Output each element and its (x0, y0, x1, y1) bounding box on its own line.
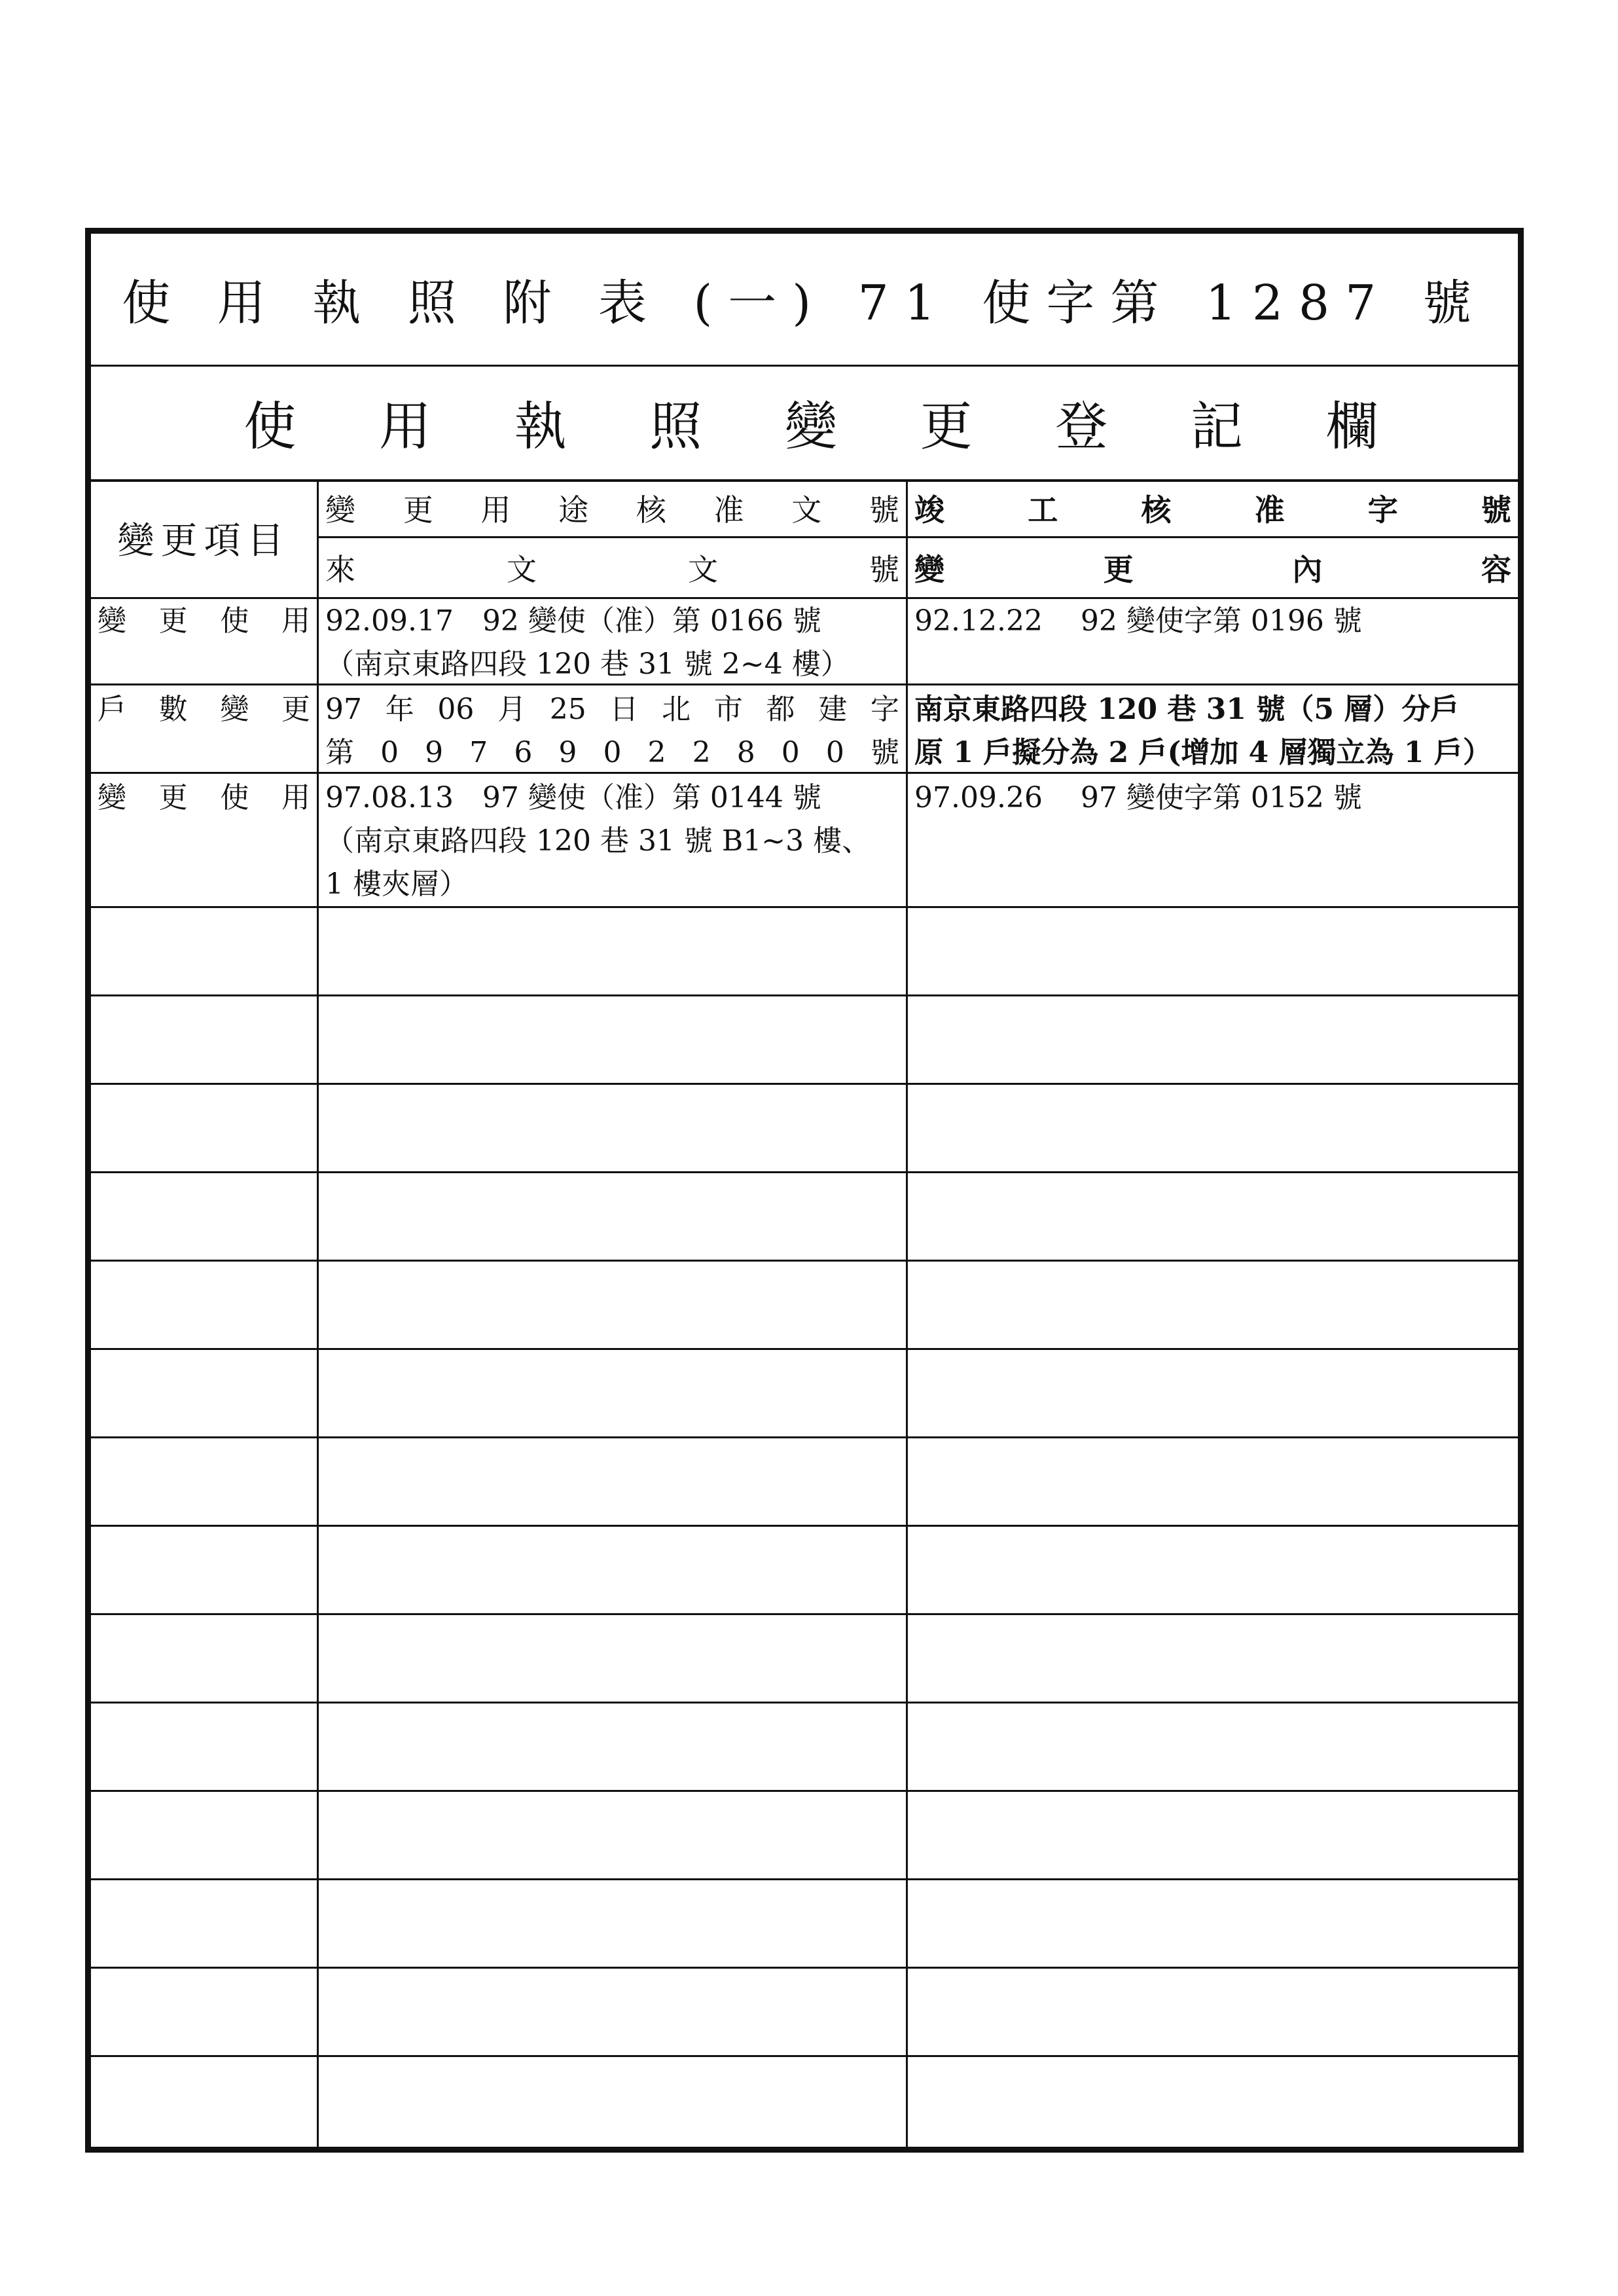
table-row-empty (91, 2057, 1518, 2149)
header-char: 變 (914, 552, 944, 587)
header-col2 (317, 479, 906, 597)
row-item (91, 774, 317, 906)
approval-line: 第 0 9 7 6 9 0 2 2 8 0 0 號 (325, 736, 899, 769)
item-char: 使 (220, 781, 249, 814)
header-char: 號 (869, 492, 899, 528)
approval-line: 97.08.13 97 變使（准）第 0144 號 (325, 781, 821, 814)
subtitle-char: 變 (784, 396, 837, 457)
header-incoming-doc-no (319, 538, 906, 597)
item-char: 變 (220, 693, 249, 726)
header-char: 文 (791, 492, 822, 528)
item-char: 變 (98, 604, 126, 638)
subtitle-char: 使 (243, 396, 297, 457)
change-line: 原 1 戶擬分為 2 戶(增加 4 層獨立為 1 戶） (914, 736, 1492, 769)
table-row-empty (91, 996, 1518, 1085)
subtitle-char: 更 (920, 396, 973, 457)
table-row-empty (91, 1085, 1518, 1173)
header-char: 工 (1028, 492, 1058, 528)
item-char: 數 (158, 693, 188, 726)
completion-line: 97.09.26 97 變使字第 0152 號 (914, 781, 1362, 814)
header-char: 用 (480, 492, 511, 528)
header-char: 准 (713, 492, 744, 528)
row-approval (317, 597, 906, 683)
header-char: 變 (325, 492, 355, 528)
table-row-empty (91, 1792, 1518, 1880)
item-char: 變 (98, 781, 126, 814)
title-row (91, 234, 1518, 367)
row-approval (317, 774, 906, 906)
header-char: 竣 (914, 492, 944, 528)
row-item (91, 685, 317, 772)
approval-line: 1 樓夾層） (325, 867, 468, 901)
header-char: 字 (1367, 492, 1398, 528)
table-row (91, 597, 1518, 685)
row-completion (906, 774, 1518, 906)
item-char: 使 (220, 604, 249, 638)
table-row-empty (91, 1704, 1518, 1792)
header-completion-no (908, 479, 1518, 538)
section-title (91, 384, 1518, 460)
header-item: 變更項目 (117, 520, 291, 562)
item-char: 戶 (98, 693, 126, 726)
item-char: 更 (281, 693, 310, 726)
table-row-empty (91, 1173, 1518, 1262)
header-char: 內 (1292, 552, 1323, 587)
table-row-empty (91, 1350, 1518, 1438)
subtitle-char: 用 (378, 396, 431, 457)
header-change-content (908, 538, 1518, 597)
table-header (91, 479, 1518, 599)
table-row (91, 685, 1518, 774)
header-char: 更 (1103, 552, 1134, 587)
table-row-empty (91, 1262, 1518, 1350)
page-title: 使 用 執 照 附 表 (一) 71 使字第 1287 號 (122, 275, 1487, 331)
approval-line: 97 年 06 月 25 日 北 市 都 建 字 (325, 693, 899, 726)
license-attachment-table (85, 228, 1524, 2153)
table-row-empty (91, 1880, 1518, 1969)
table-row (91, 774, 1518, 908)
table-row-empty (91, 1438, 1518, 1527)
subtitle-char: 欄 (1325, 396, 1378, 457)
row-item (91, 597, 317, 683)
header-char: 文 (507, 552, 537, 587)
subtitle-row (91, 365, 1518, 482)
row-completion (906, 685, 1518, 772)
header-char: 核 (1141, 492, 1172, 528)
subtitle-char: 照 (649, 396, 702, 457)
subtitle-char: 執 (514, 396, 567, 457)
row-approval (317, 685, 906, 772)
subtitle-char: 記 (1190, 396, 1243, 457)
table-row-empty (91, 1527, 1518, 1615)
header-char: 途 (558, 492, 589, 528)
header-char: 號 (869, 552, 899, 587)
header-char: 容 (1481, 552, 1511, 587)
item-char: 更 (158, 781, 188, 814)
approval-line: 92.09.17 92 變使（准）第 0166 號 (325, 604, 821, 638)
approval-line: （南京東路四段 120 巷 31 號 2~4 樓） (325, 647, 850, 681)
completion-line: 92.12.22 92 變使字第 0196 號 (914, 604, 1362, 638)
header-char: 來 (325, 552, 355, 587)
table-row-empty (91, 908, 1518, 996)
header-char: 號 (1481, 492, 1511, 528)
header-char: 核 (636, 492, 666, 528)
header-col3 (906, 479, 1518, 597)
table-row-empty (91, 1969, 1518, 2057)
header-char: 准 (1254, 492, 1285, 528)
item-char: 用 (281, 781, 310, 814)
subtitle-char: 登 (1055, 396, 1108, 457)
change-line: 南京東路四段 120 巷 31 號（5 層）分戶 (914, 693, 1460, 726)
item-char: 更 (158, 604, 188, 638)
row-completion (906, 597, 1518, 683)
approval-line: （南京東路四段 120 巷 31 號 B1~3 樓、 (325, 824, 871, 858)
header-approval-doc-no (319, 479, 906, 538)
header-char: 更 (403, 492, 433, 528)
table-row-empty (91, 1615, 1518, 1704)
header-char: 文 (688, 552, 718, 587)
item-char: 用 (281, 604, 310, 638)
